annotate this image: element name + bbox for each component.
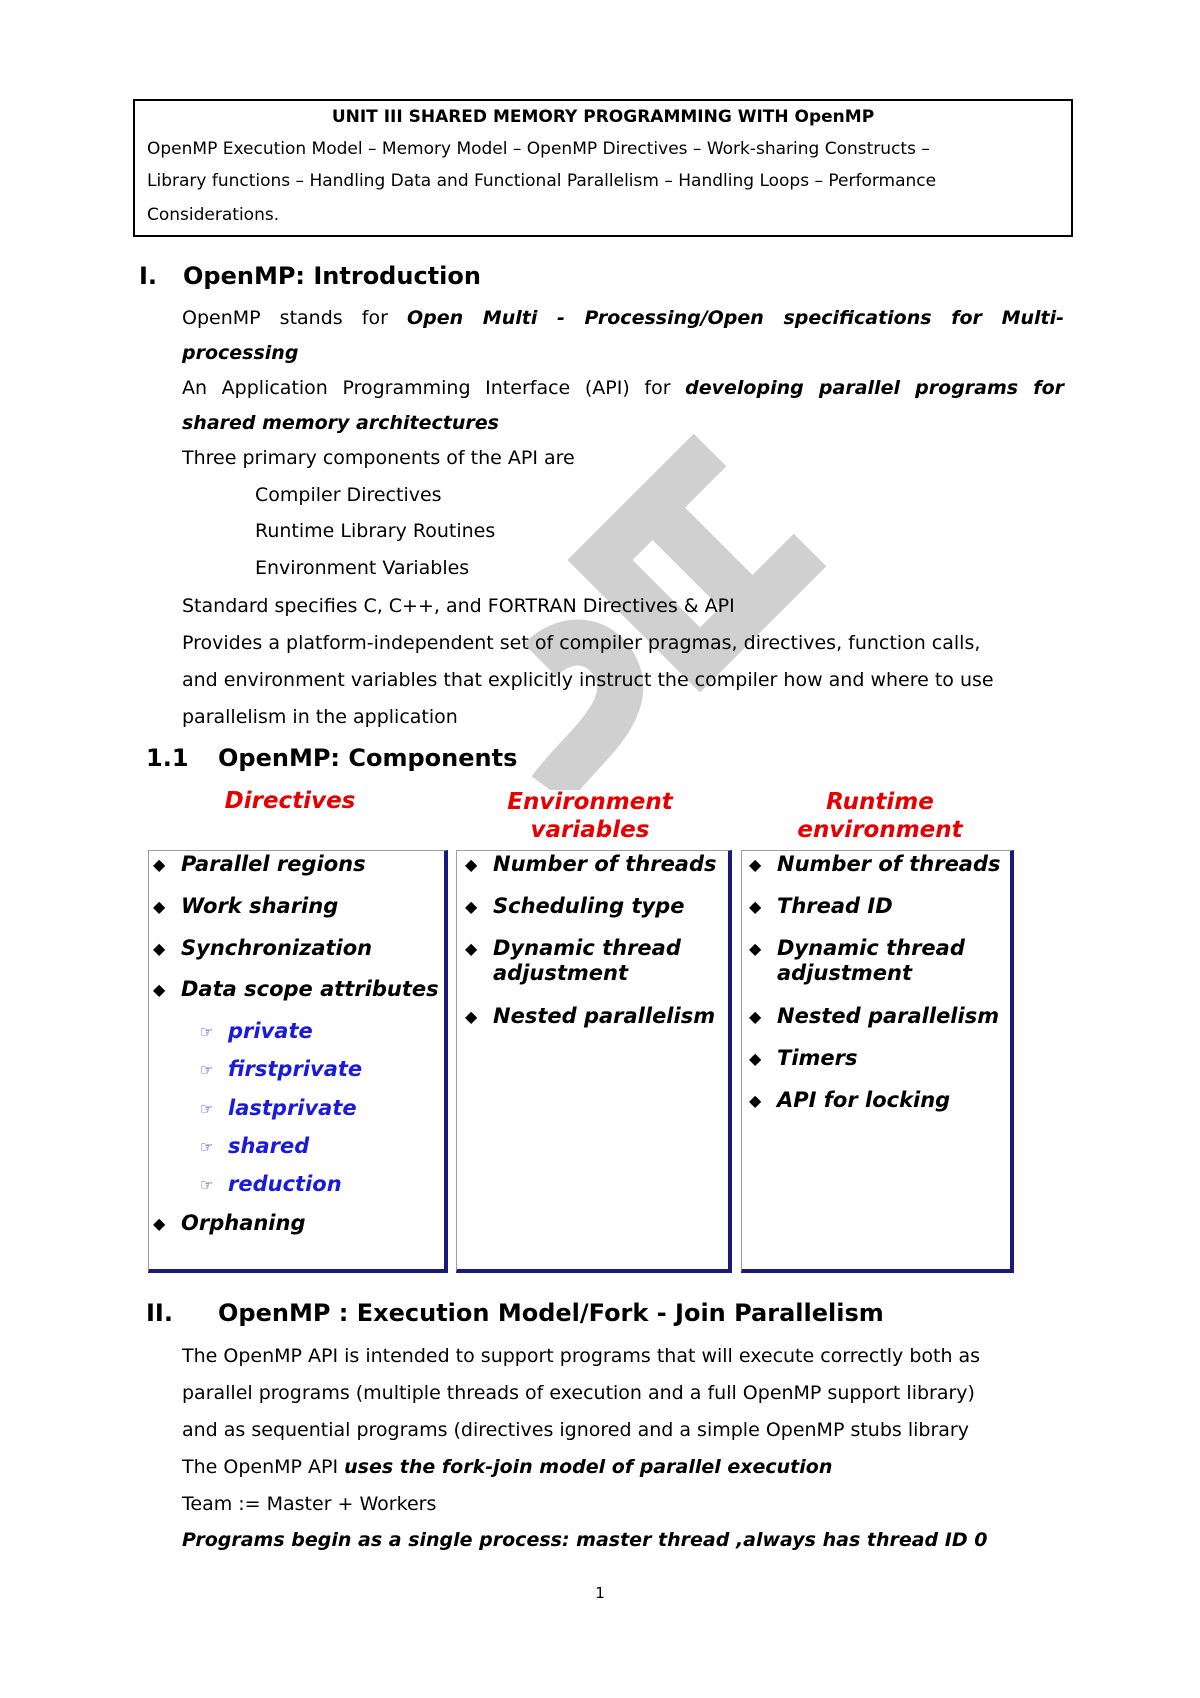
- data-scope-subitem: ☞ private: [200, 1019, 313, 1043]
- intro-bullet-5-line-1: Provides a platform-independent set of compiler pragmas, directives, function calls,: [182, 632, 981, 654]
- diamond-bullet-icon: ◆: [749, 1091, 762, 1110]
- unit-topics-line-2: Library functions – Handling Data and Functional Parallelism – Handling Loops – Performance: [147, 171, 937, 191]
- exec-bullet-3: Team := Master + Workers: [182, 1493, 437, 1515]
- intro-bullet-3: Three primary components of the API are: [182, 447, 575, 469]
- diamond-bullet-icon: ◆: [749, 897, 762, 916]
- unit-topics-line-1: OpenMP Execution Model – Memory Model – OpenMP Directives – Work-sharing Constructs –: [147, 139, 930, 159]
- directive-item: ◆ Synchronization: [153, 936, 373, 960]
- diamond-bullet-icon: ◆: [465, 855, 478, 874]
- pointing-hand-icon: ☞: [200, 1023, 214, 1041]
- section-2-number: II.: [146, 1299, 173, 1327]
- exec-bullet-1-line-1: The OpenMP API is intended to support programs that will execute correctly both as: [182, 1345, 981, 1367]
- intro-bullet-1-text: OpenMP stands for: [182, 307, 388, 329]
- section-1-1-title: OpenMP: Components: [218, 744, 518, 772]
- diamond-bullet-icon: ◆: [153, 939, 166, 958]
- directive-item: ◆ Orphaning: [153, 1211, 306, 1235]
- intro-bullet-5-line-2: and environment variables that explicitly instruct the compiler how and where to use: [182, 669, 994, 691]
- page-number: 1: [595, 1584, 605, 1602]
- section-1-number: I.: [139, 262, 158, 290]
- environment-item-cont: adjustment: [493, 961, 629, 985]
- intro-bullet-5-line-3: parallelism in the application: [182, 706, 458, 728]
- component-sub-2: Runtime Library Routines: [255, 520, 496, 542]
- runtime-item-cont: adjustment: [777, 961, 913, 985]
- diamond-bullet-icon: ◆: [749, 939, 762, 958]
- directive-item: ◆ Work sharing: [153, 894, 339, 918]
- diamond-bullet-icon: ◆: [749, 1007, 762, 1026]
- intro-bullet-2-emphasis-cont: shared memory architectures: [182, 412, 499, 434]
- diamond-bullet-icon: ◆: [153, 897, 166, 916]
- directive-item: ◆ Data scope attributes: [153, 977, 439, 1001]
- environment-item: ◆ Number of threads: [465, 852, 717, 876]
- environment-heading-line-2: variables: [530, 817, 650, 843]
- component-sub-1: Compiler Directives: [255, 484, 442, 506]
- intro-bullet-2-emphasis: developing parallel programs for: [685, 377, 1065, 399]
- environment-heading-line-1: Environment: [507, 789, 673, 815]
- environment-item: ◆ Nested parallelism: [465, 1004, 716, 1028]
- intro-bullet-4: Standard specifies C, C++, and FORTRAN Directives & API: [182, 595, 735, 617]
- diamond-bullet-icon: ◆: [153, 1214, 166, 1233]
- pointing-hand-icon: ☞: [200, 1138, 214, 1156]
- exec-bullet-2: [182, 1456, 832, 1478]
- diamond-bullet-icon: ◆: [749, 1049, 762, 1068]
- diamond-bullet-icon: ◆: [153, 980, 166, 999]
- intro-bullet-2-text: An Application Programming Interface (API) for: [182, 377, 671, 399]
- data-scope-subitem: ☞ firstprivate: [200, 1057, 363, 1081]
- unit-title: UNIT III SHARED MEMORY PROGRAMMING WITH OpenMP: [331, 107, 875, 127]
- environment-item: ◆ Dynamic thread: [465, 936, 681, 960]
- runtime-item: ◆ Thread ID: [749, 894, 893, 918]
- component-sub-3: Environment Variables: [255, 557, 470, 579]
- intro-bullet-2: [182, 377, 1064, 399]
- environment-heading: [470, 788, 710, 844]
- exec-bullet-4: Programs begin as a single process: master thread ,always has thread ID 0: [182, 1529, 988, 1551]
- exec-bullet-1-line-2: parallel programs (multiple threads of execution and a full OpenMP support library): [182, 1382, 975, 1404]
- exec-bullet-1-line-3: and as sequential programs (directives ignored and a simple OpenMP stubs library: [182, 1419, 969, 1441]
- data-scope-subitem: ☞ reduction: [200, 1172, 342, 1196]
- diamond-bullet-icon: ◆: [465, 1007, 478, 1026]
- exec-bullet-2-text: The OpenMP API: [182, 1456, 339, 1478]
- pointing-hand-icon: ☞: [200, 1100, 214, 1118]
- intro-bullet-1-emphasis-cont: processing: [182, 342, 299, 364]
- diamond-bullet-icon: ◆: [465, 897, 478, 916]
- runtime-heading: [760, 788, 1000, 844]
- runtime-heading-line-2: environment: [797, 817, 963, 843]
- diamond-bullet-icon: ◆: [153, 855, 166, 874]
- directives-heading: Directives: [224, 788, 356, 814]
- diamond-bullet-icon: ◆: [749, 855, 762, 874]
- runtime-heading-line-1: Runtime: [826, 789, 934, 815]
- runtime-item: ◆ Timers: [749, 1046, 858, 1070]
- data-scope-subitem: ☞ lastprivate: [200, 1096, 357, 1120]
- runtime-item: ◆ API for locking: [749, 1088, 951, 1112]
- environment-item: ◆ Scheduling type: [465, 894, 685, 918]
- unit-topics-line-3: Considerations.: [147, 205, 280, 225]
- runtime-item: ◆ Number of threads: [749, 852, 1001, 876]
- intro-bullet-1: [182, 307, 1064, 329]
- runtime-item: ◆ Nested parallelism: [749, 1004, 1000, 1028]
- data-scope-subitem: ☞ shared: [200, 1134, 310, 1158]
- section-1-1-number: 1.1: [146, 744, 189, 772]
- section-1-title: OpenMP: Introduction: [183, 262, 481, 290]
- runtime-item: ◆ Dynamic thread: [749, 936, 965, 960]
- exec-bullet-2-emphasis: uses the fork-join model of parallel execution: [344, 1456, 833, 1478]
- section-2-title: OpenMP : Execution Model/Fork - Join Parallelism: [218, 1299, 884, 1327]
- directive-item: ◆ Parallel regions: [153, 852, 366, 876]
- intro-bullet-1-emphasis: Open Multi - Processing/Open specifications for Multi-: [406, 307, 1065, 329]
- unit-summary-box: [133, 99, 1073, 237]
- pointing-hand-icon: ☞: [200, 1176, 214, 1194]
- diamond-bullet-icon: ◆: [465, 939, 478, 958]
- pointing-hand-icon: ☞: [200, 1061, 214, 1079]
